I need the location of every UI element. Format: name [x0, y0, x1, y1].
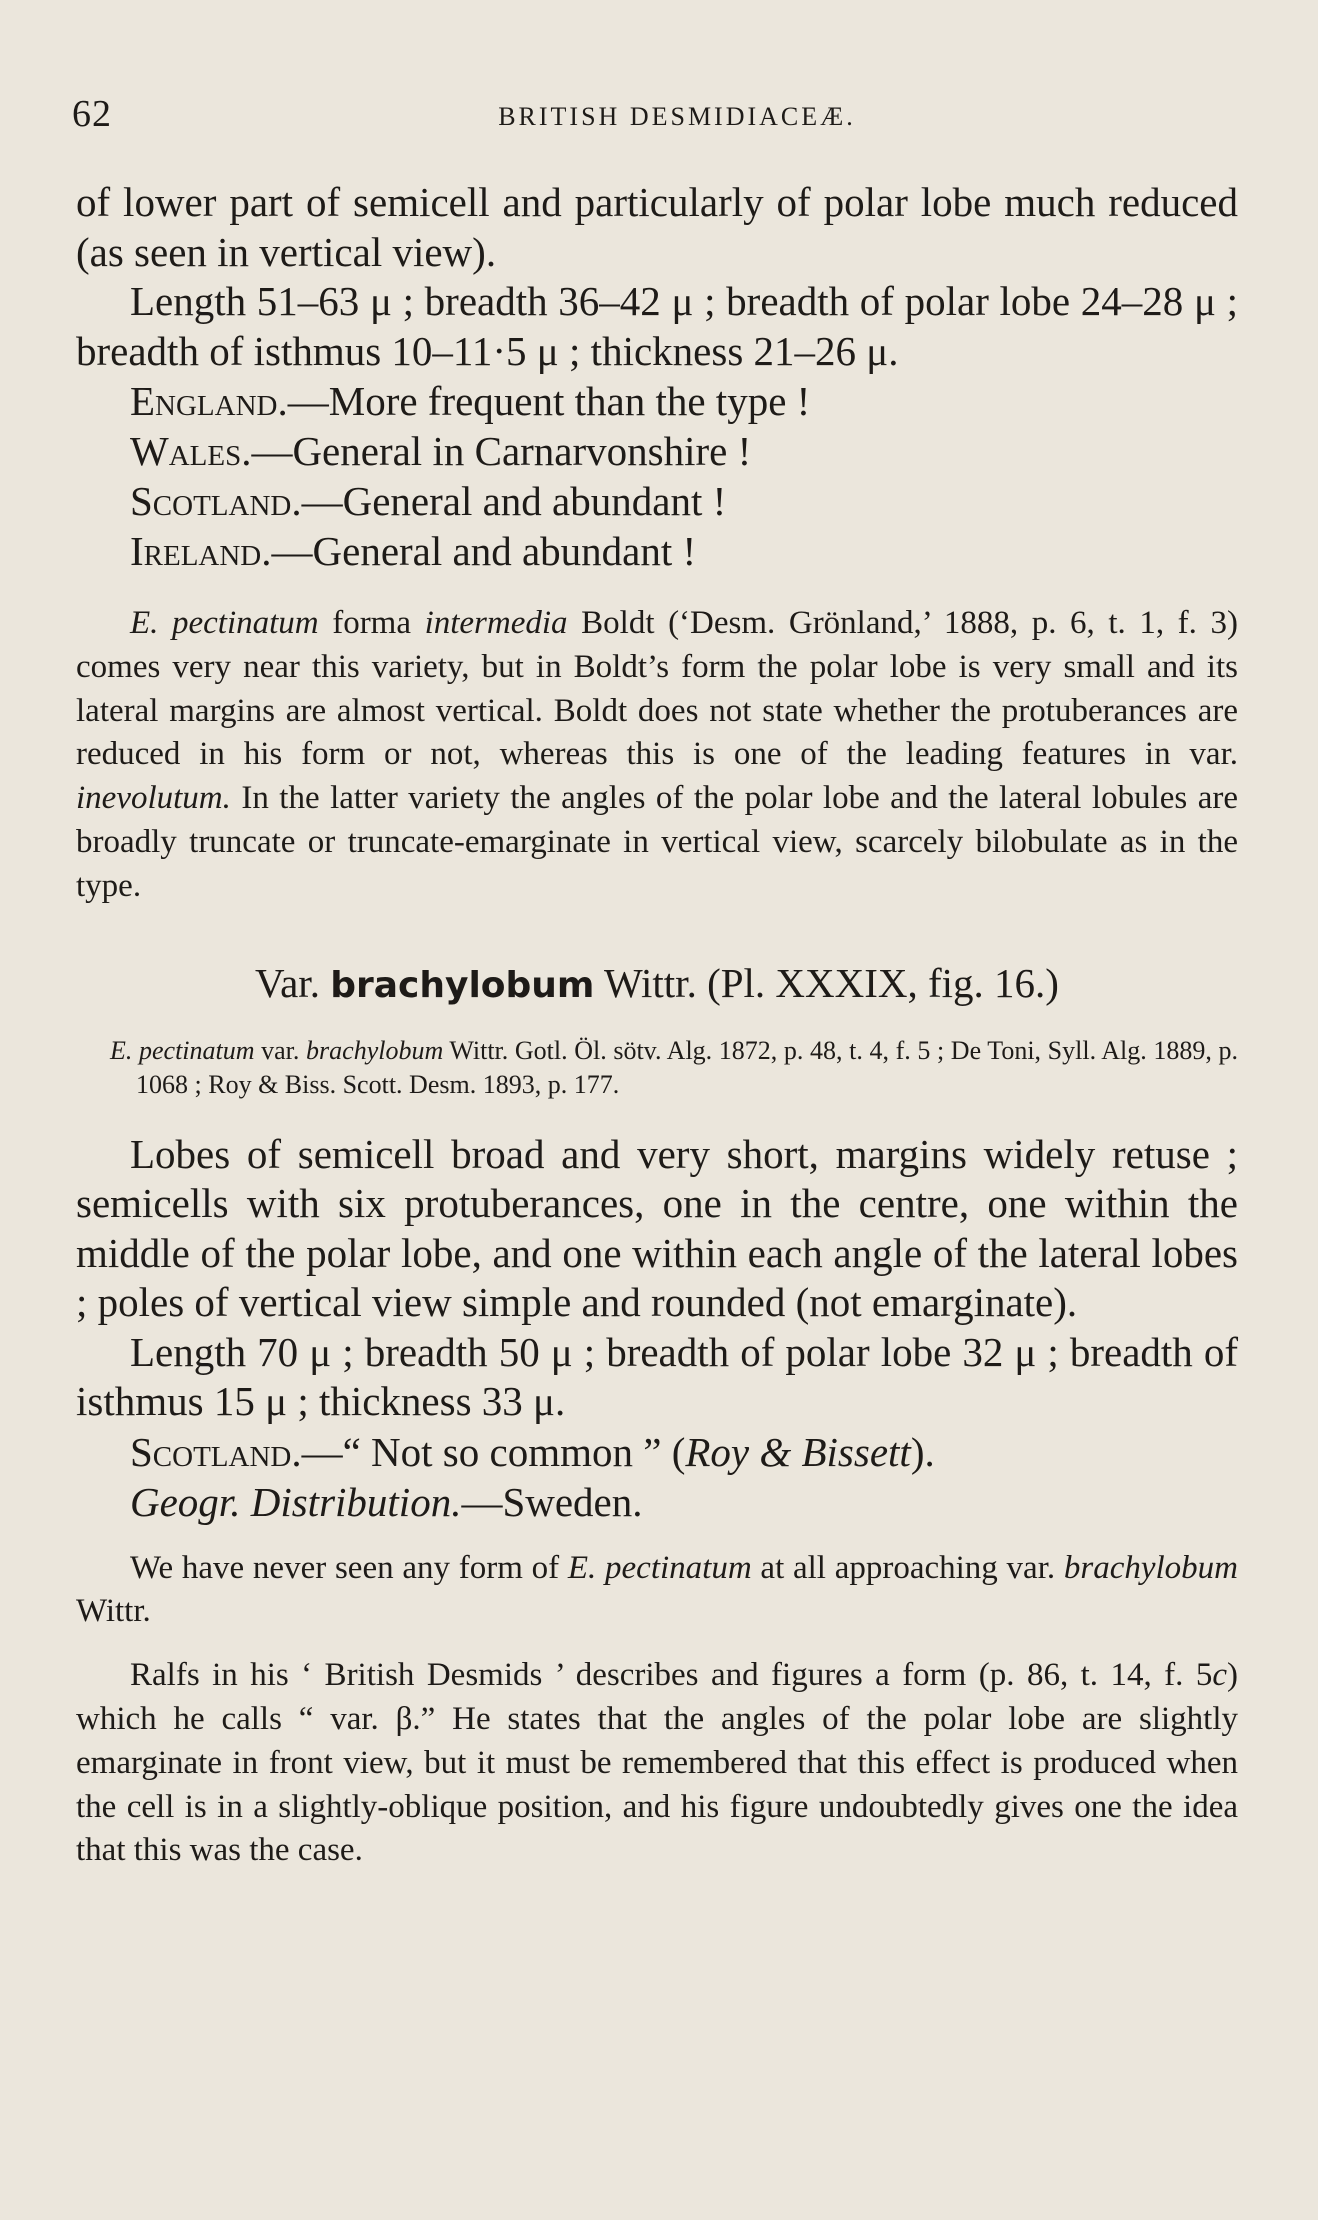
note-text: Wittr. — [76, 1593, 151, 1630]
forma-name: intermedia — [424, 605, 568, 641]
locality-text: —General in Carnarvonshire ! — [251, 428, 752, 474]
variety-name: inevolutum. — [76, 780, 231, 817]
locality-region: Ireland. — [130, 528, 272, 574]
synonymy-text: var. — [254, 1035, 307, 1065]
locality-ireland — [76, 526, 1238, 576]
species-name: E. pectinatum — [130, 605, 319, 641]
locality-region: Wales. — [130, 428, 252, 474]
synonymy-citation — [76, 1034, 1238, 1102]
note-text: Ralfs in his ‘ British Desmids ’ describes and figures a form (p. 86, t. 14, f. 5 — [130, 1657, 1213, 1694]
note-text: We have never seen any form of — [130, 1549, 568, 1586]
locality-close: ). — [910, 1428, 935, 1475]
locality-text: —General and abundant ! — [271, 528, 697, 574]
locality-region: England. — [130, 378, 288, 424]
locality-region: Scotland. — [130, 478, 302, 524]
description-continuation: of lower part of semicell and particularly of polar lobe much reduced (as seen in vertical view). — [76, 179, 1238, 275]
species-name: E. pectinatum — [567, 1549, 752, 1586]
page-body — [76, 178, 1238, 1873]
heading-suffix: Wittr. (Pl. XXXIX, fig. 16.) — [594, 959, 1059, 1006]
page-number: 62 — [72, 93, 112, 135]
note-ralfs — [76, 1654, 1238, 1873]
variety-heading — [76, 957, 1238, 1012]
locality-scotland — [76, 476, 1238, 526]
note-text: ) which he calls “ var. β.” He states that the angles of the polar lobe are slightly emarginate in front view, but it must be remembered that this effect is produced when the cell is in a slightly-oblique position, and his figure undoubtedly gives one the idea that this was the case. — [76, 1657, 1238, 1869]
variety-name: brachylobum — [1063, 1549, 1239, 1586]
locality-england — [76, 376, 1238, 426]
note-never-seen — [76, 1547, 1238, 1635]
synonymy-text: Wittr. Gotl. Öl. sötv. Alg. 1872, p. 48, t. 4, f. 5 ; De Toni, Syll. Alg. 1889, p. 1068 ; Roy & Biss. Scott. Desm. 1893, p. 177. — [136, 1035, 1238, 1099]
locality-wales — [76, 426, 1238, 476]
note-forma-intermedia — [76, 602, 1238, 909]
variety-description: Lobes of semicell broad and very short, margins widely retuse ; semicells with six protuberances, one in the centre, one within the middle of the polar lobe, and one within each angle of the lateral lobes ; poles of vertical view simple and rounded (not emarginate). — [76, 1130, 1238, 1326]
variety-measurements: Length 70 μ ; breadth 50 μ ; breadth of polar lobe 32 μ ; breadth of isthmus 15 μ ; thickness 33 μ. — [76, 1328, 1238, 1425]
note-text: forma — [318, 605, 425, 641]
running-head: BRITISH DESMIDIACEÆ. — [498, 102, 856, 131]
locality-text: —More frequent than the type ! — [287, 378, 811, 424]
page-header — [72, 92, 1242, 140]
variety-name: brachylobum — [306, 1035, 444, 1065]
distribution-label: Geogr. Distribution. — [130, 1478, 462, 1525]
heading-prefix: Var. — [255, 959, 331, 1006]
variety-name-bold: brachylobum — [330, 964, 595, 1006]
locality-list — [76, 376, 1238, 576]
figure-letter: c — [1212, 1657, 1227, 1694]
locality-text: —“ Not so common ” ( — [301, 1428, 686, 1475]
geographic-distribution — [76, 1477, 1238, 1527]
note-text: In the latter variety the angles of the polar lobe and the lateral lobules are broadly truncate or truncate-emarginate in vertical view, scarcely bilobulate as in the type. — [76, 780, 1238, 904]
note-text: Boldt (‘Desm. Grönland,’ 1888, p. 6, t. 1, f. 3) comes very near this variety, but in Boldt’s form the polar lobe is very small and its lateral margins are almost vertical. Boldt does not state whether the protuberances are reduced in his form or not, whereas this is one of the leading features in var. — [76, 605, 1238, 773]
measurements-paragraph: Length 51–63 μ ; breadth 36–42 μ ; breadth of polar lobe 24–28 μ ; breadth of isthmus 10–11·5 μ ; thickness 21–26 μ. — [76, 278, 1238, 374]
distribution-text: —Sweden. — [461, 1478, 643, 1525]
locality-text: —General and abundant ! — [301, 478, 727, 524]
locality-region: Scotland. — [130, 1428, 302, 1475]
note-text: at all approaching var. — [751, 1549, 1064, 1586]
species-name: E. pectinatum — [110, 1035, 255, 1065]
locality-scotland-var — [76, 1427, 1238, 1477]
authors-name: Roy & Bissett — [685, 1428, 911, 1475]
